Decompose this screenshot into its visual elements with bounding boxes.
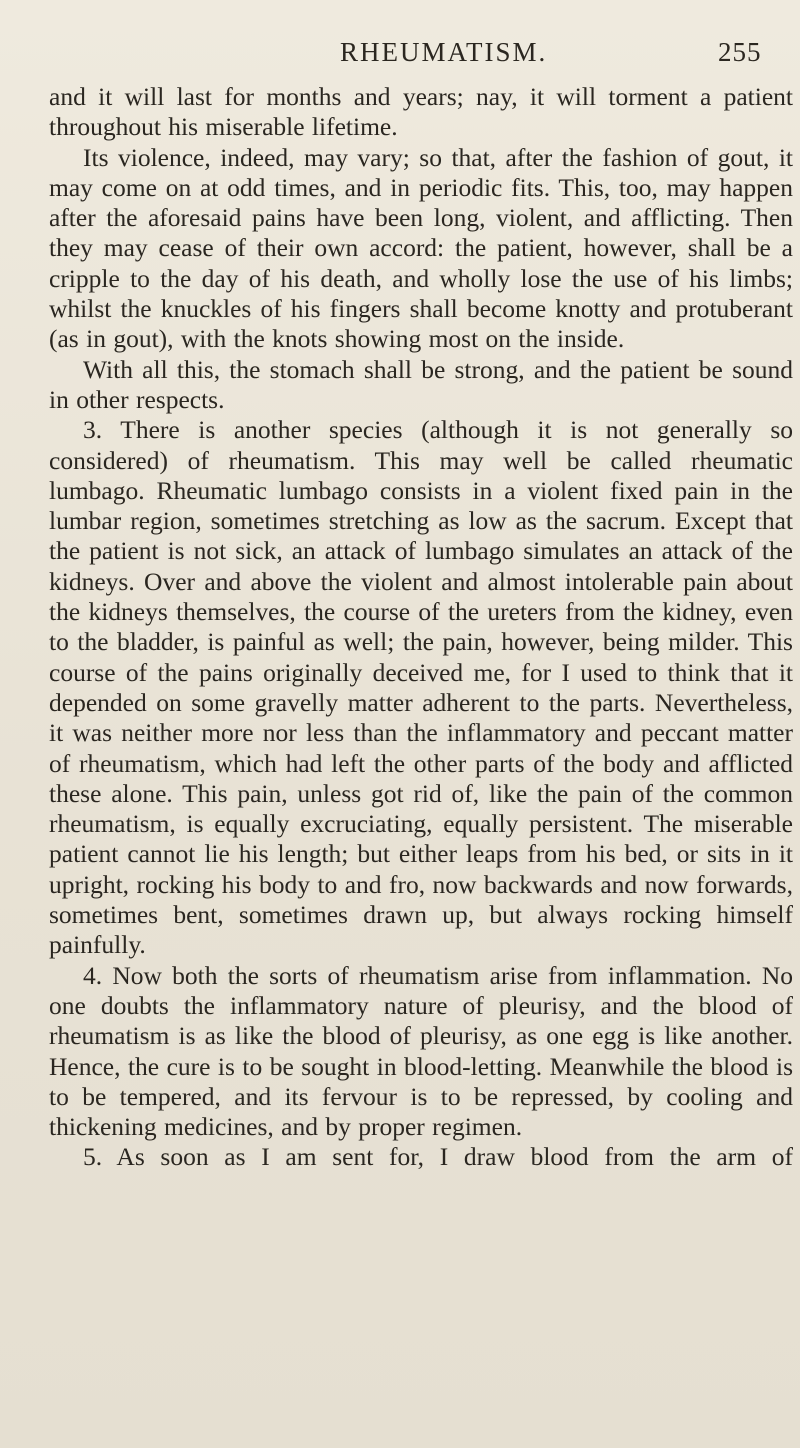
paragraph-continuation: and it will last for months and years; nay, it will torment a patient throughout his miserable lifetime. (49, 82, 793, 142)
paragraph-section-4: 4. Now both the sorts of rheumatism arise from inflammation. No one doubts the inflammatory nature of pleurisy, and the blood of rheumatism is as like the blood of pleurisy, as one egg is like another. Hence, the cure is to be sought in blood-letting. Meanwhile the blood is to be tempered, and its fervour is to be repressed, by cooling and thickening medicines, and by proper regimen. (49, 960, 793, 1142)
paragraph-section-5: 5. As soon as I am sent for, I draw blood from the arm of (83, 1142, 793, 1172)
page-number: 255 (718, 37, 762, 67)
paragraph-violence: Its violence, indeed, may vary; so that, after the fashion of gout, it may come on at odd times, and in periodic fits. This, too, may happen after the aforesaid pains have been long, violent, and afflicting. Then they may cease of their own accord: the patient, however, shall be a cripple to the day of his death, and wholly lose the use of his limbs; whilst the knuckles of his fingers shall become knotty and protuberant (as in gout), with the knots showing most on the inside. (49, 142, 793, 354)
body-text (49, 82, 793, 1173)
running-head (0, 32, 800, 72)
running-title: RHEUMATISM. (340, 37, 548, 67)
paragraph-section-3: 3. There is another species (although it is not generally so considered) of rheumatism. This may well be called rheumatic lumbago. Rheumatic lumbago consists in a violent fixed pain in the lumbar region, sometimes stretching as low as the sacrum. Except that the patient is not sick, an attack of lumbago simulates an attack of the kidneys. Over and above the violent and almost intolerable pain about the kidneys themselves, the course of the ureters from the kidney, even to the bladder, is painful as well; the pain, however, being milder. This course of the pains originally deceived me, for I used to think that it depended on some gravelly matter adherent to the parts. Nevertheless, it was neither more nor less than the inflammatory and peccant matter of rheumatism, which had left the other parts of the body and afflicted these alone. This pain, unless got rid of, like the pain of the common rheumatism, is equally excruciating, equally persistent. The miserable patient cannot lie his length; but either leaps from his bed, or sits in it upright, rocking his body to and fro, now backwards and now forwards, sometimes bent, sometimes drawn up, but always rocking himself painfully. (49, 415, 793, 960)
paragraph-stomach: With all this, the stomach shall be strong, and the patient be sound in other respects. (49, 354, 793, 414)
